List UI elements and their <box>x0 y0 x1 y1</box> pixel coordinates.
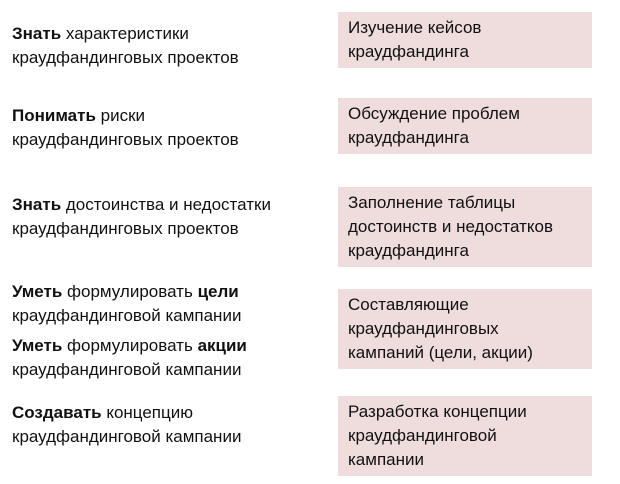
goal-object: характеристики <box>61 24 189 43</box>
activity-line: краудфандинга <box>348 128 469 147</box>
activity-line: Составляющие <box>348 295 469 314</box>
activity-line: Заполнение таблицы <box>348 193 516 212</box>
goal-keyword: цели <box>197 282 239 301</box>
goal-object-line2: краудфандинговой кампании <box>12 360 242 379</box>
goal-verb: Уметь <box>12 336 63 355</box>
activity-line: Изучение кейсов <box>348 18 482 37</box>
goal-object: формулировать <box>62 336 198 355</box>
goal-verb: Понимать <box>12 106 96 125</box>
goal-object: риски <box>95 106 146 125</box>
activity-box-5 <box>338 396 592 476</box>
activity-line: кампаний (цели, акции) <box>348 343 533 362</box>
goal-keyword: акции <box>197 336 247 355</box>
activity-line: Обсуждение проблем <box>348 104 520 123</box>
activity-line: достоинств и недостатков <box>348 217 553 236</box>
goal-text-4 <box>12 280 322 382</box>
activity-line: Разработка концепции <box>348 402 527 421</box>
activity-box-1 <box>338 12 592 68</box>
goal-verb: Создавать <box>12 403 102 422</box>
goal-verb: Уметь <box>12 282 63 301</box>
goal-verb: Знать <box>12 195 62 214</box>
goal-object-line2: краудфандинговой кампании <box>12 306 242 325</box>
goal-object-line2: краудфандинговых проектов <box>12 130 239 149</box>
activity-line: краудфандинга <box>348 241 469 260</box>
activity-box-2 <box>338 98 592 154</box>
goal-object-line2: краудфандинговых проектов <box>12 219 239 238</box>
goal-object: формулировать <box>62 282 198 301</box>
goal-text-3 <box>12 193 322 241</box>
activity-line: краудфандинговых <box>348 319 499 338</box>
goal-object: концепцию <box>101 403 193 422</box>
goal-text-5 <box>12 401 322 449</box>
goal-object-line2: краудфандинговых проектов <box>12 48 239 67</box>
goal-object-line2: краудфандинговой кампании <box>12 427 242 446</box>
activity-line: кампании <box>348 450 424 469</box>
goal-text-2 <box>12 104 322 152</box>
activity-line: краудфандинга <box>348 42 469 61</box>
activity-box-3 <box>338 187 592 267</box>
activity-box-4 <box>338 289 592 369</box>
activity-line: краудфандинговой <box>348 426 497 445</box>
goal-object: достоинства и недостатки <box>61 195 271 214</box>
goal-verb: Знать <box>12 24 62 43</box>
goal-text-1 <box>12 22 322 70</box>
